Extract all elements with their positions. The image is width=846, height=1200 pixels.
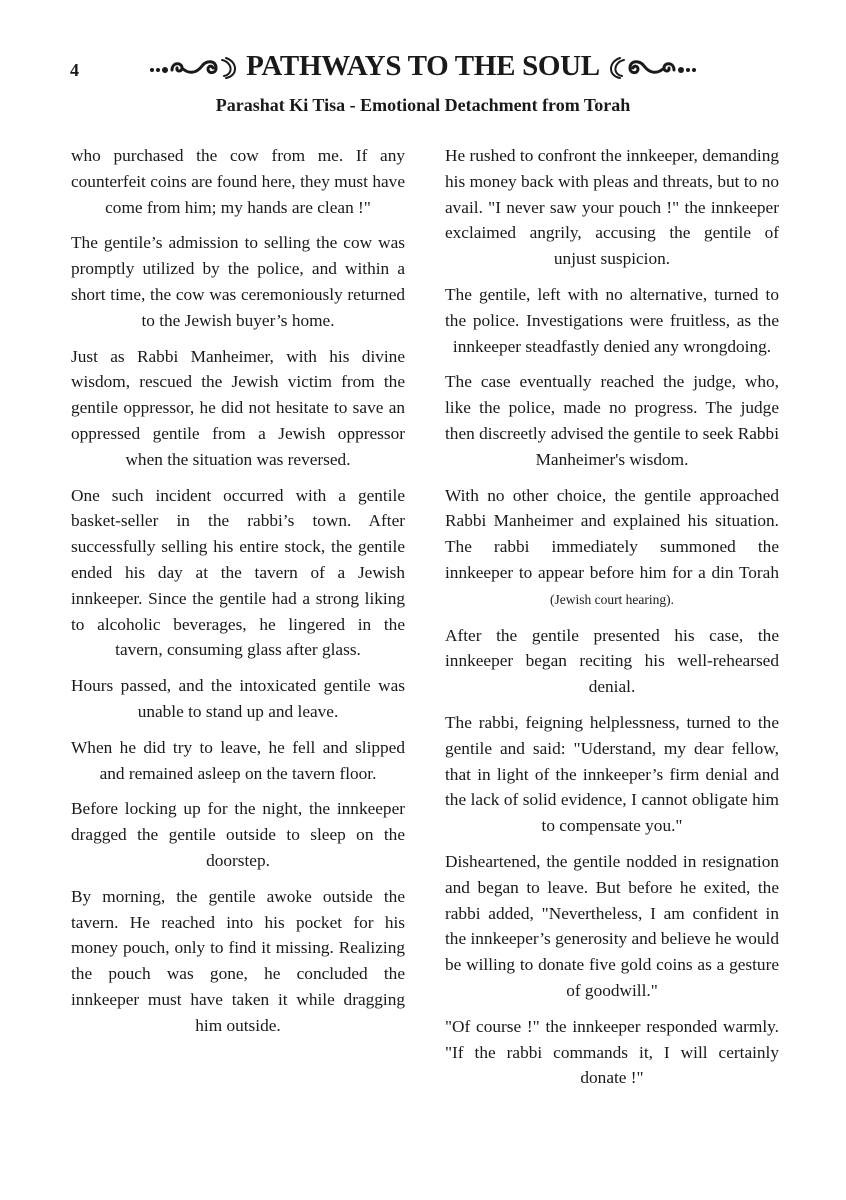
paragraph: Disheartened, the gentile nodded in resignation and began to leave. But before he exited, the rabbi added, "Nevertheless, I am confident in the innkeeper’s generosity and believe he would be willing to donate five gold coins as a gesture of goodwill." [445,851,779,1000]
masthead [0,50,846,83]
paragraph: "Of course !" the innkeeper responded warmly. "If the rabbi commands it, I will certainly donate !" [445,1016,779,1088]
paragraph: who purchased the cow from me. If any counterfeit coins are found here, they must have come from him; my hands are clean !" [71,146,405,217]
flourish-ornament-right-icon [604,54,700,80]
flourish-ornament-left-icon [146,54,242,80]
paragraph: When he did try to leave, he fell and slipped and remained asleep on the tavern floor. [71,737,405,783]
paragraph: He rushed to confront the innkeeper, demanding his money back with pleas and threats, but to no avail. "I never saw your pouch !" the innkeeper exclaimed angrily, accusing the gentile of unjust suspicion. [445,146,779,269]
paragraph: By morning, the gentile awoke outside the tavern. He reached into his pocket for his money pouch, only to find it missing. Realizing the pouch was gone, he concluded the innkeeper must have taken it while dragging him outside. [71,886,405,1035]
right-column [445,143,779,1101]
paragraph: The gentile’s admission to selling the cow was promptly utilized by the police, and within a short time, the cow was ceremoniously returned to the Jewish buyer’s home. [71,233,405,330]
paragraph: One such incident occurred with a gentile basket-seller in the rabbi’s town. After successfully selling his entire stock, the gentile ended his day at the tavern of a Jewish innkeeper. Since the gentile had a strong liking to alcoholic beverages, he lingered in the tavern, consuming glass after glass. [71,485,405,660]
paragraph: The rabbi, feigning helplessness, turned to the gentile and said: "Uderstand, my dear fellow, that in light of the innkeeper’s firm denial and the lack of solid evidence, I cannot obligate him to compensate you." [445,712,779,836]
left-column [71,143,405,1049]
paragraph-din-torah [445,483,779,613]
paragraph-text: With no other choice, the gentile approached Rabbi Manheimer and explained his situation. The rabbi immediately summoned the innkeeper to appear before him for a din Torah [445,485,779,582]
article-subtitle: Parashat Ki Tisa - Emotional Detachment from Torah [215,95,631,115]
paragraph: Before locking up for the night, the innkeeper dragged the gentile outside to sleep on the doorstep. [71,799,405,870]
page-number: 4 [70,60,79,80]
paragraph: The case eventually reached the judge, who, like the police, made no progress. The judge then discreetly advised the gentile to seek Rabbi Manheimer's wisdom. [445,372,779,469]
paragraph: Hours passed, and the intoxicated gentile was unable to stand up and leave. [71,676,405,721]
publication-title: PATHWAYS TO THE SOUL [246,50,600,82]
paragraph: The gentile, left with no alternative, turned to the police. Investigations were fruitless, as the innkeeper steadfastly denied any wrongdoing. [445,284,779,356]
paragraph: Just as Rabbi Manheimer, with his divine wisdom, rescued the Jewish victim from the gentile oppressor, he did not hesitate to save an oppressed gentile from a Jewish oppressor when the situation was reversed. [71,346,405,469]
court-hearing-note: (Jewish court hearing). [549,591,675,607]
paragraph: After the gentile presented his case, the innkeeper began reciting his well-rehearsed denial. [445,625,779,697]
